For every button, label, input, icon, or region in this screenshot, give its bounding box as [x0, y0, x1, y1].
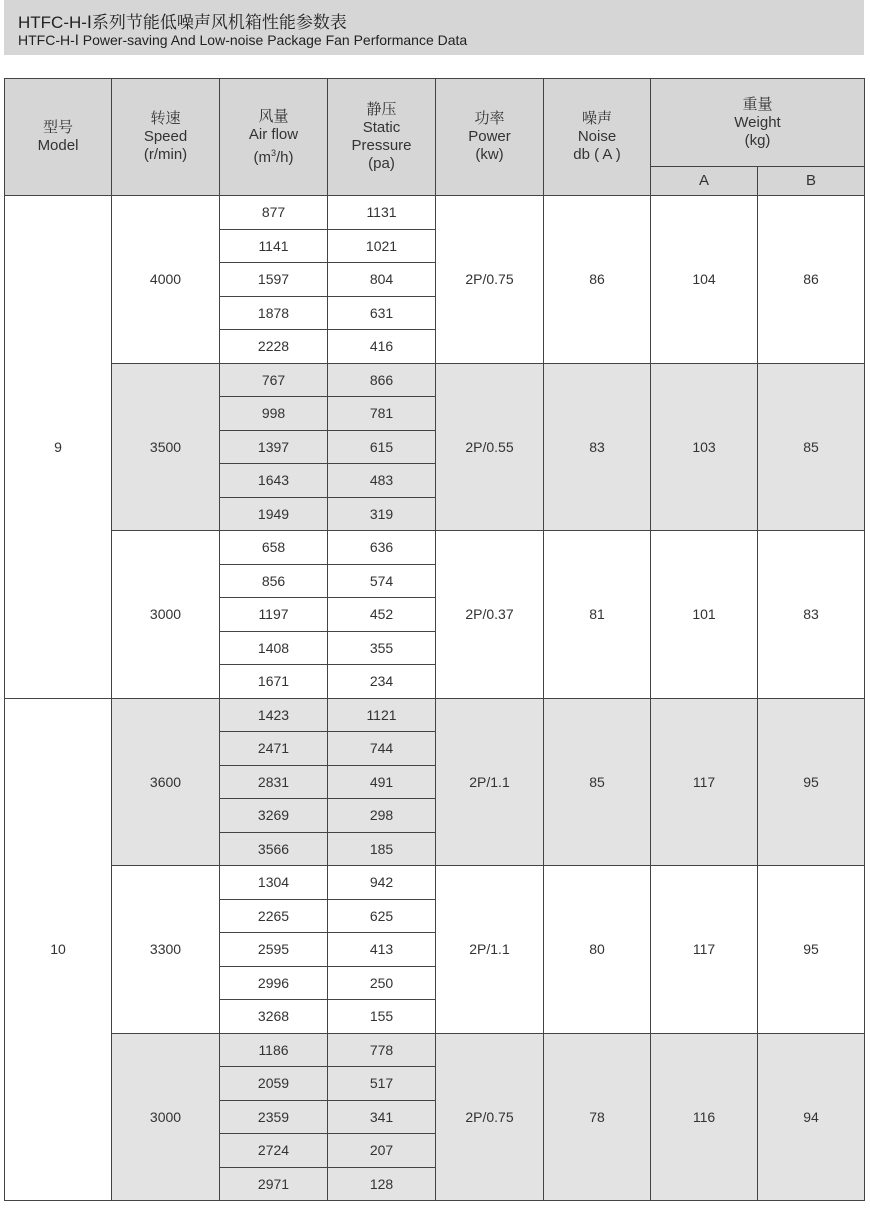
airflow-cell: 1141: [220, 229, 328, 263]
weight-b-cell: 83: [758, 531, 865, 699]
pressure-cell: 1131: [328, 196, 436, 230]
power-cell: 2P/0.37: [436, 531, 544, 699]
pressure-cell: 298: [328, 799, 436, 833]
table-row: [5, 1033, 865, 1067]
airflow-cell: 658: [220, 531, 328, 565]
airflow-cell: 998: [220, 397, 328, 431]
airflow-cell: 1671: [220, 665, 328, 699]
pressure-cell: 155: [328, 1000, 436, 1034]
power-cell: 2P/1.1: [436, 698, 544, 866]
airflow-cell: 1304: [220, 866, 328, 900]
table-row: [5, 866, 865, 900]
weight-b-cell: 95: [758, 698, 865, 866]
speed-cell: 4000: [112, 196, 220, 364]
performance-table: [4, 78, 865, 1201]
speed-cell: 3000: [112, 531, 220, 699]
airflow-cell: 2059: [220, 1067, 328, 1101]
airflow-cell: 3269: [220, 799, 328, 833]
header-speed: 转速 Speed (r/min): [112, 79, 220, 196]
airflow-cell: 2724: [220, 1134, 328, 1168]
header-weight-a: A: [651, 167, 758, 196]
pressure-cell: 250: [328, 966, 436, 1000]
airflow-cell: 1197: [220, 598, 328, 632]
title-english: HTFC-H-Ⅰ Power-saving And Low-noise Package Fan Performance Data: [18, 32, 468, 48]
noise-cell: 80: [544, 866, 651, 1034]
header-power: 功率 Power (kw): [436, 79, 544, 196]
weight-b-cell: 94: [758, 1033, 865, 1201]
power-cell: 2P/0.55: [436, 363, 544, 531]
pressure-cell: 207: [328, 1134, 436, 1168]
pressure-cell: 517: [328, 1067, 436, 1101]
pressure-cell: 413: [328, 933, 436, 967]
table-row: [5, 698, 865, 732]
model-cell: 9: [5, 196, 112, 699]
speed-cell: 3300: [112, 866, 220, 1034]
pressure-cell: 1121: [328, 698, 436, 732]
pressure-cell: 615: [328, 430, 436, 464]
airflow-cell: 1423: [220, 698, 328, 732]
pressure-cell: 185: [328, 832, 436, 866]
noise-cell: 85: [544, 698, 651, 866]
power-cell: 2P/0.75: [436, 1033, 544, 1201]
pressure-cell: 866: [328, 363, 436, 397]
noise-cell: 81: [544, 531, 651, 699]
noise-cell: 78: [544, 1033, 651, 1201]
airflow-cell: 2595: [220, 933, 328, 967]
pressure-cell: 128: [328, 1167, 436, 1201]
noise-cell: 83: [544, 363, 651, 531]
airflow-cell: 1643: [220, 464, 328, 498]
pressure-cell: 355: [328, 631, 436, 665]
weight-a-cell: 117: [651, 866, 758, 1034]
airflow-cell: 856: [220, 564, 328, 598]
weight-b-cell: 86: [758, 196, 865, 364]
airflow-cell: 877: [220, 196, 328, 230]
noise-cell: 86: [544, 196, 651, 364]
header-static-pressure: 静压 Static Pressure (pa): [328, 79, 436, 196]
title-bar: [4, 0, 864, 55]
pressure-cell: 778: [328, 1033, 436, 1067]
power-cell: 2P/1.1: [436, 866, 544, 1034]
pressure-cell: 416: [328, 330, 436, 364]
pressure-cell: 744: [328, 732, 436, 766]
pressure-cell: 491: [328, 765, 436, 799]
weight-b-cell: 85: [758, 363, 865, 531]
speed-cell: 3000: [112, 1033, 220, 1201]
pressure-cell: 1021: [328, 229, 436, 263]
airflow-cell: 1949: [220, 497, 328, 531]
pressure-cell: 234: [328, 665, 436, 699]
table-row: [5, 363, 865, 397]
speed-cell: 3600: [112, 698, 220, 866]
pressure-cell: 483: [328, 464, 436, 498]
pressure-cell: 636: [328, 531, 436, 565]
airflow-cell: 3268: [220, 1000, 328, 1034]
airflow-cell: 2471: [220, 732, 328, 766]
airflow-cell: 2996: [220, 966, 328, 1000]
airflow-cell: 2831: [220, 765, 328, 799]
header-model: 型号 Model: [5, 79, 112, 196]
speed-cell: 3500: [112, 363, 220, 531]
title-chinese: HTFC-H-Ⅰ系列节能低噪声风机箱性能参数表: [18, 13, 347, 32]
weight-a-cell: 104: [651, 196, 758, 364]
pressure-cell: 574: [328, 564, 436, 598]
header-airflow: 风量 Air flow $(m^3/h)$: [220, 79, 328, 196]
weight-a-cell: 101: [651, 531, 758, 699]
weight-a-cell: 116: [651, 1033, 758, 1201]
pressure-cell: 804: [328, 263, 436, 297]
pressure-cell: 781: [328, 397, 436, 431]
airflow-cell: 3566: [220, 832, 328, 866]
airflow-cell: 1186: [220, 1033, 328, 1067]
table-row: [5, 531, 865, 565]
airflow-cell: 1408: [220, 631, 328, 665]
airflow-cell: 2971: [220, 1167, 328, 1201]
pressure-cell: 319: [328, 497, 436, 531]
table-body: [5, 196, 865, 1201]
weight-b-cell: 95: [758, 866, 865, 1034]
header-weight: 重量 Weight (kg): [651, 79, 865, 167]
table-row: [5, 196, 865, 230]
airflow-cell: 767: [220, 363, 328, 397]
header-weight-b: B: [758, 167, 865, 196]
airflow-cell: 2265: [220, 899, 328, 933]
airflow-cell: 1878: [220, 296, 328, 330]
weight-a-cell: 117: [651, 698, 758, 866]
model-cell: 10: [5, 698, 112, 1201]
airflow-cell: 2228: [220, 330, 328, 364]
airflow-cell: 1597: [220, 263, 328, 297]
pressure-cell: 942: [328, 866, 436, 900]
airflow-cell: 2359: [220, 1100, 328, 1134]
power-cell: 2P/0.75: [436, 196, 544, 364]
airflow-cell: 1397: [220, 430, 328, 464]
header-noise: 噪声 Noise db ( A ): [544, 79, 651, 196]
pressure-cell: 341: [328, 1100, 436, 1134]
weight-a-cell: 103: [651, 363, 758, 531]
pressure-cell: 452: [328, 598, 436, 632]
pressure-cell: 625: [328, 899, 436, 933]
pressure-cell: 631: [328, 296, 436, 330]
